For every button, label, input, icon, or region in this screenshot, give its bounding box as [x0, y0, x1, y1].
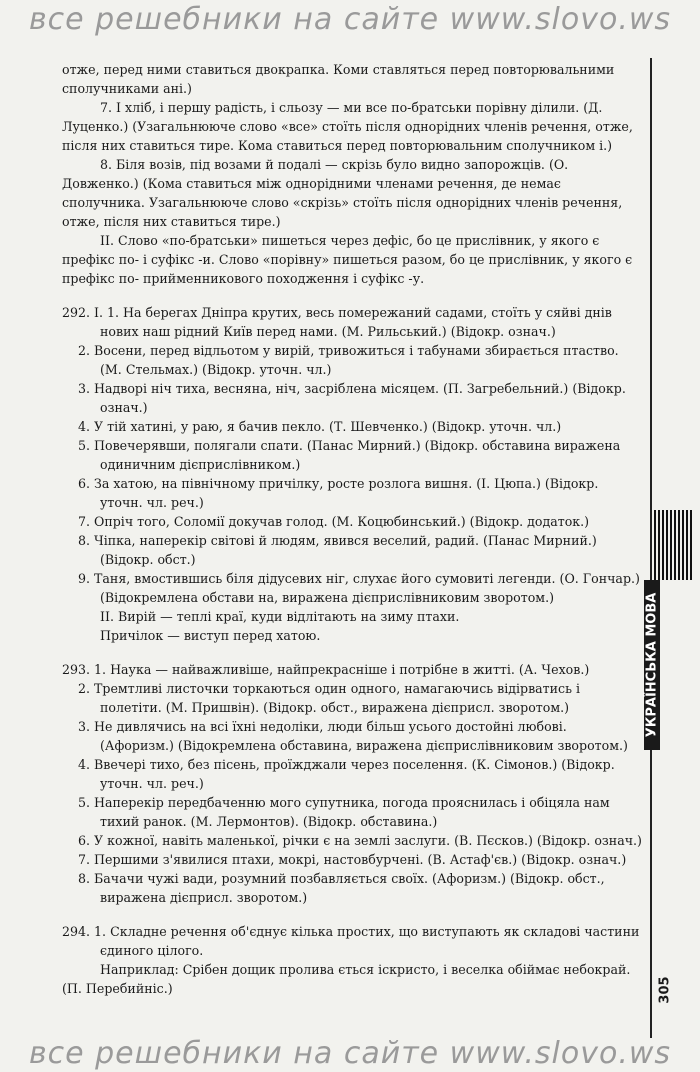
- page-number-text: 305: [657, 976, 673, 1004]
- text-line: ІІ. Вирій — теплі краї, куди відлітають на зиму птахи.: [100, 609, 460, 624]
- side-rule: [650, 58, 652, 1038]
- text-line: 8. Біля возів, під возами й подалі — скрізь було видно запорожців. (О. Довженко.) (Кома ставиться між однорідними членами речення, де немає сполучника. Узагальнююче слово «скрізь» стоїть після однорідних членів речення, отже, після них ставиться тире.): [62, 157, 623, 229]
- subject-label-text: УКРАЇНСЬКА МОВА: [644, 592, 660, 738]
- watermark-top: все решебники на сайте www.slovo.ws: [28, 2, 672, 37]
- exercise-294: 294. 1. Складне речення об'єднує кілька простих, що виступають як складові частини єдиного цілого.: [62, 924, 640, 958]
- text-line: отже, перед ними ставиться двокрапка. Коми ставляться перед повторювальними сполучниками ані.): [62, 62, 615, 96]
- text-line: 3. Не дивлячись на всі їхні недоліки, люди більш усього достойні любові. (Афоризм.) (Відокремлена обставина, виражена дієприслівниковим зворотом.): [78, 719, 628, 753]
- text-line: 9. Таня, вмостившись біля дідусевих ніг, слухає його сумовиті легенди. (О. Гончар.) (Відокремлена обстави на, виражена дієприслівниковим зворотом.): [78, 571, 640, 605]
- text-line: 4. Ввечері тихо, без пісень, проїжджали через поселення. (К. Сімонов.) (Відокр. уточн. чл. реч.): [78, 757, 615, 791]
- text-line: 7. І хліб, і першу радість, і сльозу — ми все по-братськи порівну ділили. (Д. Луценко.) (Узагальнююче слово «все» стоїть після однорідних членів речення, отже, після них ставиться тире. Кома ставиться перед повторювальним сполучником і.): [62, 100, 633, 153]
- text-body: [62, 60, 642, 998]
- page-number: [650, 960, 680, 1020]
- subject-label: [644, 580, 660, 750]
- text-line: 6. У кожної, навіть маленької, річки є на землі заслуги. (В. Пєсков.) (Відокр. означ.): [78, 833, 642, 848]
- text-line: 2. Тремтливі листочки торкаються один одного, намагаючись відірватись і полетіти. (М. Пришвін). (Відокр. обст., виражена дієприсл. зворотом.): [78, 681, 580, 715]
- text-line: 4. У тій хатині, у раю, я бачив пекло. (Т. Шевченко.) (Відокр. уточн. чл.): [78, 419, 562, 434]
- text-line: Причілок — виступ перед хатою.: [100, 628, 321, 643]
- text-line: 8. Бачачи чужі вади, розумний позбавляється своїх. (Афоризм.) (Відокр. обст., виражена дієприсл. зворотом.): [78, 871, 605, 905]
- text-line: 8. Чіпка, наперекір світові й людям, явився веселий, радий. (Панас Мирний.) (Відокр. обст.): [78, 533, 597, 567]
- text-line: ІІ. Слово «по-братськи» пишеться через дефіс, бо це прислівник, у якого є префікс по- і суфікс -и. Слово «порівну» пишеться разом, бо це прислівник, у якого є префікс по- прийменникового походження і суфікс -у.: [62, 233, 633, 286]
- text-line: Наприклад: Срібен дощик пролива ється іскристо, і веселка обіймає небокрай. (П. Перебийніс.): [62, 962, 631, 996]
- text-line: 5. Наперекір передбаченню мого супутника, погода прояснилась і обіцяла нам тихий ранок. (М. Лермонтов). (Відокр. обставина.): [78, 795, 610, 829]
- text-line: 7. Опріч того, Соломії докучав голод. (М. Коцюбинський.) (Відокр. додаток.): [78, 514, 590, 529]
- exercise-292: 292. І. 1. На берегах Дніпра крутих, весь помережаний садами, стоїть у сяйві днів нових наш рідний Київ перед нами. (М. Рильський.) (Відокр. означ.): [62, 305, 612, 339]
- text-line: 5. Повечерявши, полягали спати. (Панас Мирний.) (Відокр. обставина виражена одиничним дієприслівником.): [78, 438, 621, 472]
- watermark-bottom: все решебники на сайте www.slovo.ws: [28, 1036, 672, 1071]
- text-line: 7. Першими з'явилися птахи, мокрі, настовбурчені. (В. Астаф'єв.) (Відокр. означ.): [78, 852, 627, 867]
- text-line: 3. Надворі ніч тиха, весняна, ніч, засріблена місяцем. (П. Загребельний.) (Відокр. означ.): [78, 381, 626, 415]
- text-line: 6. За хатою, на північному причілку, росте розлога вишня. (І. Цюпа.) (Відокр. уточн. чл. реч.): [78, 476, 599, 510]
- exercise-293: 293. 1. Наука — найважливіше, найпрекрасніше і потрібне в житті. (А. Чехов.): [62, 662, 590, 677]
- barcode-stripes: [654, 510, 694, 580]
- text-line: 2. Восени, перед відльотом у вирій, тривожиться і табунами збирається птаство. (М. Стельмах.) (Відокр. уточн. чл.): [78, 343, 619, 377]
